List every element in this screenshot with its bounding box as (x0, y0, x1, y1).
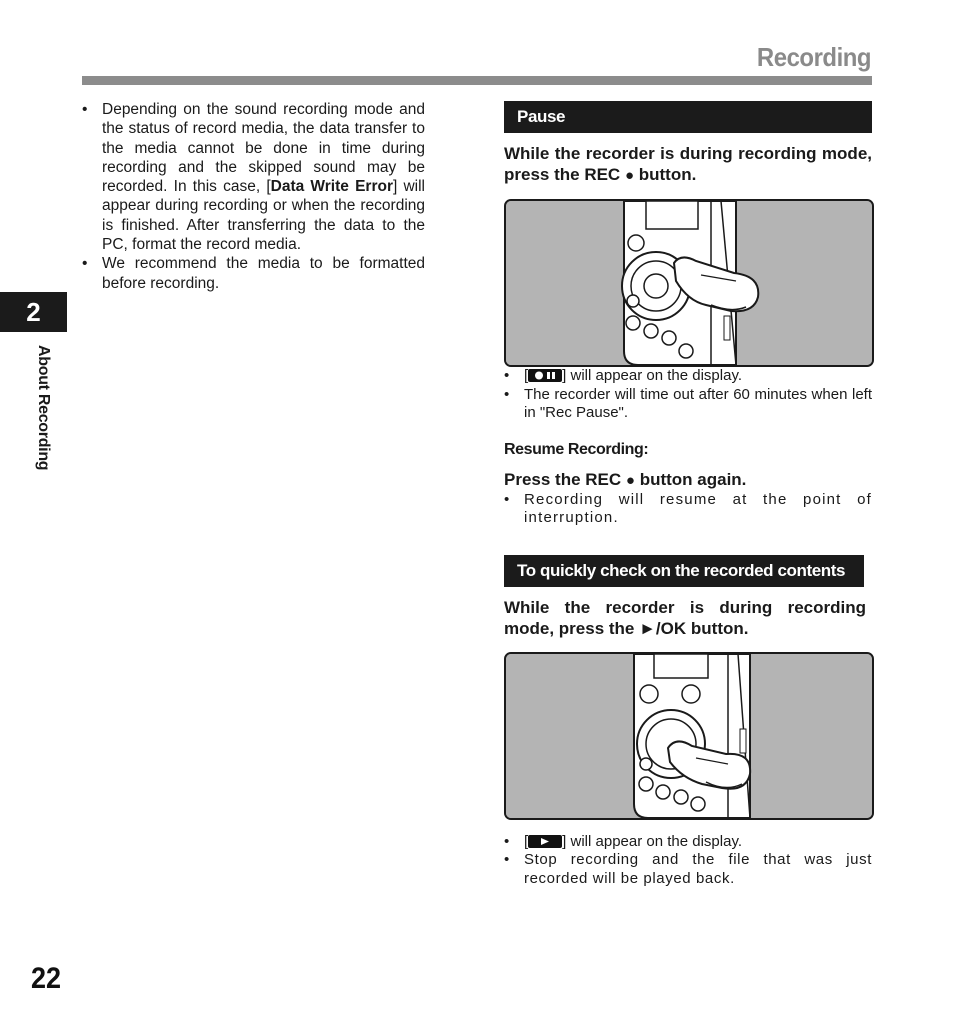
rec-button-label: REC (584, 165, 621, 184)
list-item: • Recording will resume at the point of interruption. (504, 491, 872, 528)
page-header-title: Recording (756, 42, 871, 72)
chapter-side-label (28, 345, 56, 485)
rec-pause-icon (528, 369, 562, 382)
left-column (82, 100, 425, 293)
quick-check-instruction: While the recorder is during recording mode, press the ►/OK button. (504, 597, 866, 638)
rec-dot-icon: ● (624, 167, 635, 184)
page-number: 22 (31, 962, 62, 995)
list-item: • Stop recording and the file that was just recorded will be played back. (504, 851, 872, 888)
pause-notes (504, 367, 872, 423)
error-message-label: Data Write Error (270, 178, 393, 196)
resume-instruction: Press the REC ● button again. (504, 469, 747, 489)
pause-instruction: While the recorder is during recording mode, press the REC ● button. (504, 144, 872, 184)
list-item: • [ ] will appear on the display. (504, 367, 872, 386)
resume-heading: Resume Recording: (504, 440, 649, 458)
chapter-tab (0, 292, 67, 332)
play-icon (528, 835, 562, 848)
recorder-illustration-pause (504, 199, 874, 367)
header-rule (82, 76, 872, 85)
play-ok-button-label: ►/OK (639, 618, 687, 638)
list-item: • Depending on the sound recording mode and the status of record media, the data transfer to the media cannot be done in time during recording and the skipped sound may be recorded. In this case, [Data Write Error] will appear during recording or when the recording is finished. After transferring the data to the PC, format the record media. (82, 100, 425, 254)
list-item: • We recommend the media to be formatted before recording. (82, 254, 425, 293)
rec-dot-icon: ● (625, 471, 635, 489)
chapter-number: 2 (26, 296, 41, 327)
right-column (504, 101, 872, 888)
list-item: • [ ] will appear on the display. (504, 833, 872, 852)
section-heading-quick-check: To quickly check on the recorded contents (504, 555, 864, 587)
recorder-illustration-playback (504, 652, 874, 820)
list-item: • The recorder will time out after 60 minutes when left in "Rec Pause". (504, 386, 872, 423)
section-heading-pause: Pause (504, 101, 872, 133)
left-bullet-list (82, 100, 425, 293)
resume-notes (504, 491, 872, 528)
quick-check-notes (504, 833, 872, 889)
rec-button-label: REC (585, 469, 622, 489)
chapter-label-text: About Recording (35, 345, 52, 471)
